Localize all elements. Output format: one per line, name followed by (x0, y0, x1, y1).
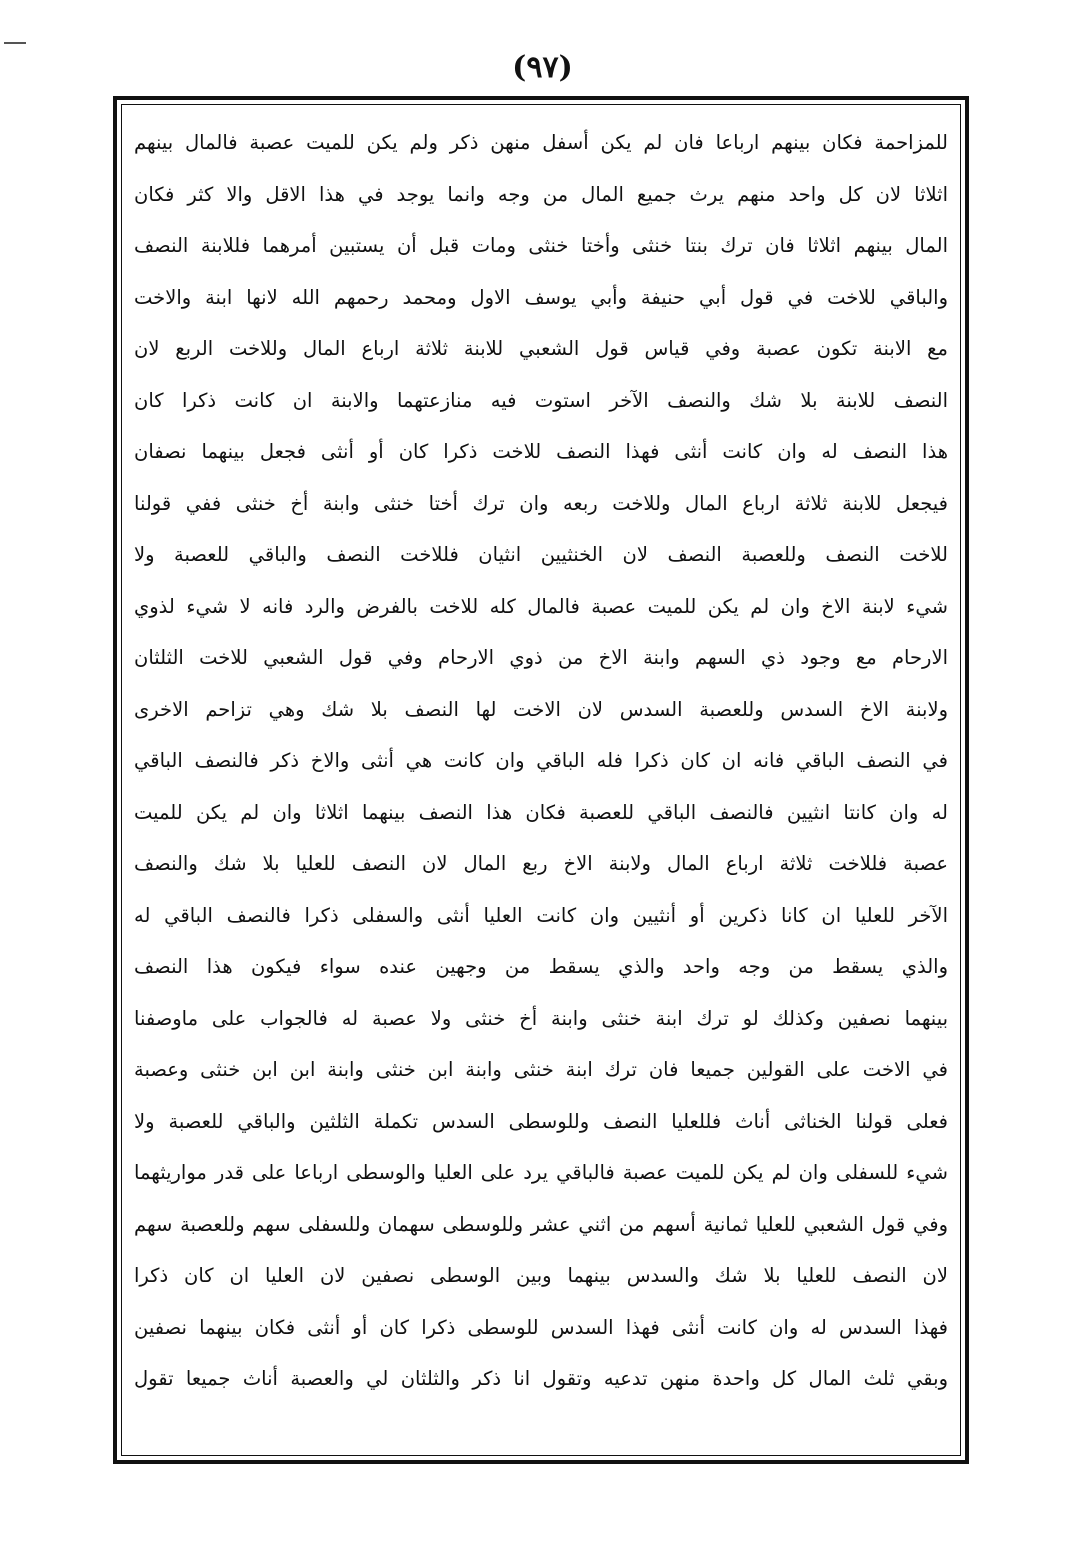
text-line: شيء لابنة الاخ وان لم يكن للميت عصبة فالمال كله للاخت بالفرض والرد فانه لا شيء لذوي (134, 594, 948, 618)
text-line: شيء للسفلى وان لم يكن للميت عصبة فالباقي يرد على العليا والوسطى ارباعا على قدر مواريثهما (134, 1161, 948, 1184)
text-line: مع الابنة تكون عصبة وفي قياس قول الشعبي للابنة ثلاثة ارباع المال وللاخت الربع لان (134, 337, 948, 360)
text-line: له وان كانتا انثيين فالنصف الباقي للعصبة فكان هذا النصف بينهما اثلاثا وان لم يكن للميت (134, 800, 948, 824)
text-line: في الاخت على القولين جميعا فان ترك ابنة خنثى وابنة ابن خنثى وابنة ابن ابن خنثى وعصبة (134, 1058, 948, 1081)
text-line: فيجعل للابنة ثلاثة ارباع المال وللاخت ربعه وان ترك أختا خنثى وابنة أخ خنثى ففي قولنا (134, 491, 948, 515)
text-frame (113, 96, 969, 1464)
text-line: لان النصف للعليا بلا شك والسدس بينهما وبين الوسطى نصفين لان العليا ان كان ذكرا (134, 1264, 948, 1287)
text-line: للمزاحمة فكان بينهم ارباعا فان لم يكن أسفل منهن ذكر ولم يكن للميت عصبة فالمال بينهم (134, 131, 948, 154)
text-line: وبقي ثلث المال كل واحدة منهن تدعيه وتقول انا ذكر والثلثان لي والعصبة أناث جميعا تقول (134, 1367, 948, 1390)
page-text (134, 117, 948, 1445)
text-line: هذا النصف له وان كانت أنثى فهذا النصف للاخت ذكرا كان أو أنثى فجعل بينهما نصفان (134, 440, 948, 463)
margin-mark (4, 42, 26, 44)
page-number: (٩٧) (512, 50, 573, 85)
text-line: والباقي للاخت في قول أبي حنيفة وأبي يوسف الاول ومحمد رحمهم الله لانها ابنة والاخت (134, 285, 948, 309)
text-frame-inner (121, 104, 961, 1456)
text-line: المال بينهم اثلاثا فان ترك بنتا خنثى وأختا خنثى ومات قبل أن يستبين أمرهما فللابنة النصف (134, 234, 948, 257)
text-line: بينهما نصفين وكذلك لو ترك ابنة خنثى وابنة أخ خنثى ولا عصبة له فالجواب على ماوصفنا (134, 1006, 948, 1030)
text-line: الارحام مع وجود ذي السهم وابنة الاخ من ذوي الارحام وفي قول الشعبي للاخت الثلثان (134, 646, 948, 669)
text-line: في النصف الباقي فانه ان كان ذكرا فله الباقي وان كانت هي أنثى والاخ ذكر فالنصف الباقي (134, 749, 948, 772)
text-line: عصبة فللاخت ثلاثة ارباع المال ولابنة الاخ ربع المال لان النصف للعليا بلا شك والنصف (134, 852, 948, 875)
text-line: فهذا السدس له وان كانت أنثى فهذا السدس للوسطى ذكرا كان أو أنثى فكان بينهما نصفين (134, 1315, 948, 1339)
text-line: ولابنة الاخ السدس وللعصبة السدس لان الاخت لها النصف بلا شك وهي تزاحم الاخرى (134, 697, 948, 721)
text-line: للاخت النصف وللعصبة النصف لان الخنثيين انثيان فللاخت النصف والباقي للعصبة ولا (134, 543, 948, 566)
text-line: الآخر للعليا ان كانا ذكرين أو أنثيين وان كانت العليا أنثى والسفلى ذكرا فالنصف الباقي له (134, 903, 948, 927)
text-line: النصف للابنة بلا شك والنصف الآخر استوت فيه منازعتهما والابنة ان كانت ذكرا كان (134, 388, 948, 412)
text-line: فعلى قولنا الخناثى أناث فللعليا النصف وللوسطى السدس تكملة الثلثين والباقي للعصبة ولا (134, 1109, 948, 1133)
text-line: وفي قول الشعبي للعليا ثمانية أسهم من اثني عشر وللوسطى سهمان وللسفلى سهم وللعصبة سهم (134, 1212, 948, 1236)
text-line: اثلاثا لان كل واحد منهم يرث جميع المال من وجه وانما يوجد في هذا الاقل والا كثر فكان (134, 182, 948, 206)
text-line: والذي يسقط من وجه واحد والذي يسقط من وجهين عنده سواء فيكون هذا النصف (134, 955, 948, 978)
